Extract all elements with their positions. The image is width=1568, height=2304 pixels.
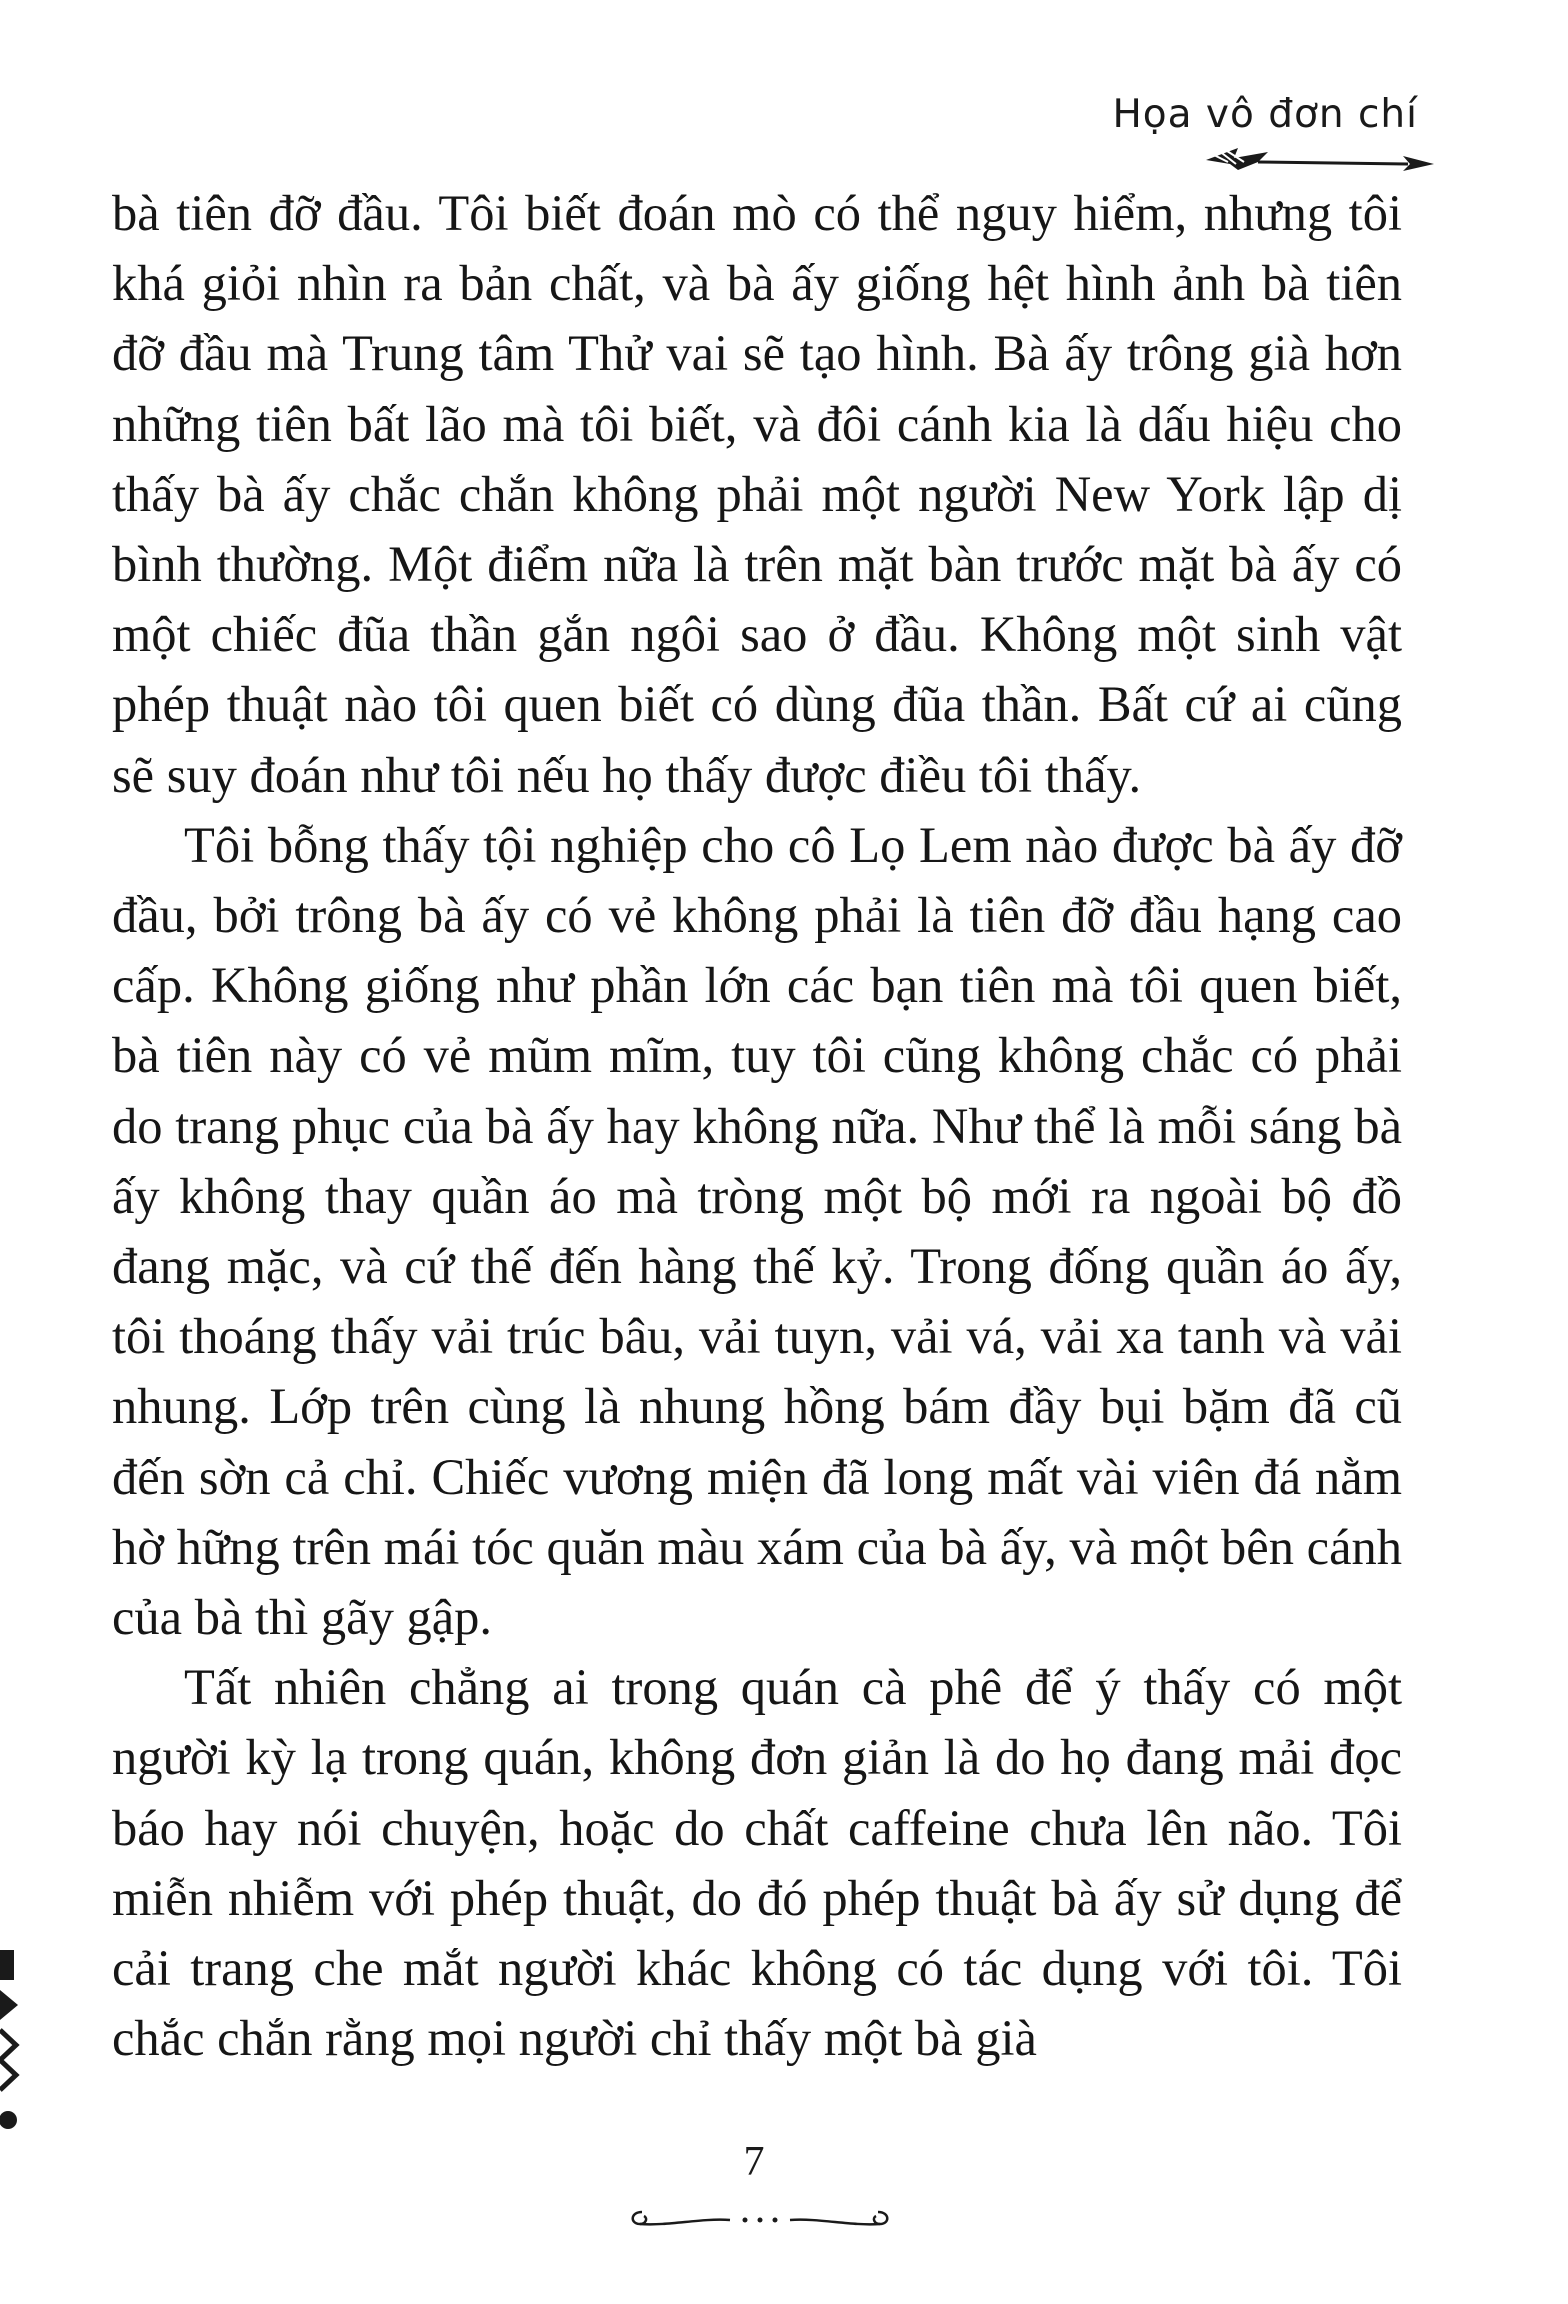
scroll-flourish-icon bbox=[620, 2198, 900, 2234]
paragraph: Tôi bỗng thấy tội nghiệp cho cô Lọ Lem nào được bà ấy đỡ đầu, bởi trông bà ấy có vẻ không phải là tiên đỡ đầu hạng cao cấp. Không giống như phần lớn các bạn tiên mà tôi quen biết, bà tiên này có vẻ mũm mĩm, tuy tôi cũng không chắc có phải do trang phục của bà ấy hay không nữa. Như thể là mỗi sáng bà ấy không thay quần áo mà tròng một bộ mới ra ngoài bộ đồ đang mặc, và cứ thế đến hàng thế kỷ. Trong đống quần áo ấy, tôi thoáng thấy vải trúc bâu, vải tuyn, vải vá, vải xa tanh và vải nhung. Lớp trên cùng là nhung hồng bám đầy bụi bặm đã cũ đến sờn cả chỉ. Chiếc vương miện đã long mất vài viên đá nằm hờ hững trên mái tóc quăn màu xám của bà ấy, và một bên cánh của bà thì gãy gập. bbox=[112, 816, 1402, 1646]
running-title: Họa vô đơn chí bbox=[1112, 92, 1418, 137]
feather-arrow-icon bbox=[1198, 140, 1438, 180]
paragraph-continued: bà tiên đỡ đầu. Tôi biết đoán mò có thể nguy hiểm, nhưng tôi khá giỏi nhìn ra bản chất, và bà ấy giống hệt hình ảnh bà tiên đỡ đầu mà Trung tâm Thử vai sẽ tạo hình. Bà ấy trông già hơn những tiên bất lão mà tôi biết, và đôi cánh kia là dấu hiệu cho thấy bà ấy chắc chắn không phải một người New York lập dị bình thường. Một điểm nữa là trên mặt bàn trước mặt bà ấy có một chiếc đũa thần gắn ngôi sao ở đầu. Không một sinh vật phép thuật nào tôi quen biết có dùng đũa thần. Bất cứ ai cũng sẽ suy đoán như tôi nếu họ thấy được điều tôi thấy. bbox=[112, 185, 1402, 803]
edge-ornament-icon bbox=[0, 1950, 26, 2150]
paragraph: Tất nhiên chẳng ai trong quán cà phê để ý thấy có một người kỳ lạ trong quán, không đơn giản là do họ đang mải đọc báo hay nói chuyện, hoặc do chất caffeine chưa lên não. Tôi miễn nhiễm với phép thuật, do đó phép thuật bà ấy sử dụng để cải trang che mắt người khác không có tác dụng với tôi. Tôi chắc chắn rằng mọi người chỉ thấy một bà già bbox=[112, 1659, 1402, 2067]
page-number: 7 bbox=[743, 2139, 765, 2185]
body-text bbox=[112, 178, 1402, 2073]
